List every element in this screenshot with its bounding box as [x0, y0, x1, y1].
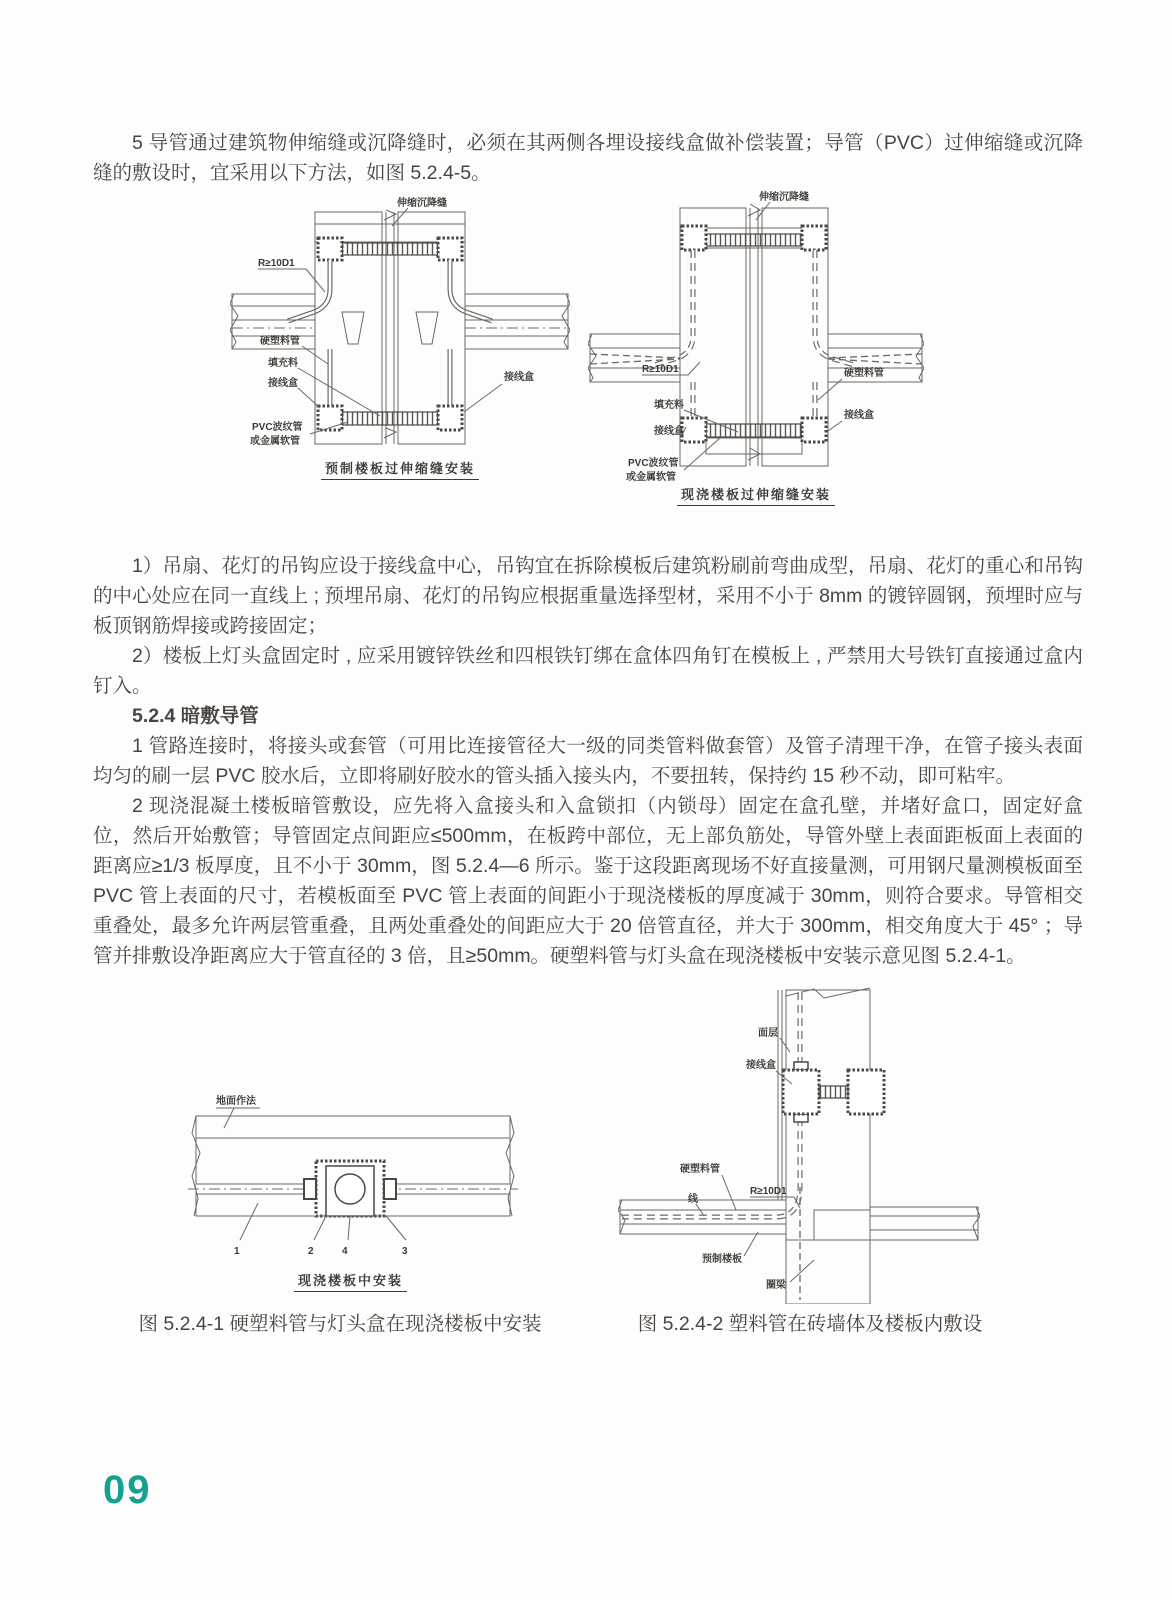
- label-precast-slab: 预制楼板: [702, 1254, 742, 1265]
- section-paragraph-2: 2 现浇混凝土楼板暗管敷设，应先将入盒接头和入盒锁扣（内锁母）固定在盒孔壁，并堵好盒口，固定好盒位，然后开始敷管；导管固定点间距应≤500mm，在板跨中部位，无上部负筋处，导管外壁上表面距板面上表面的距离应≥1/3 板厚度，且不小于 30mm，图 5.2.4—6 所示。鉴于这段距离现场不好直接量测，可用钢尺量测模板面至 PVC 管上表面的尺寸，若模板面至 PVC 管上表面的间距小于现浇楼板的厚度减于 30mm，则符合要求。导管相交重叠处，最多允许两层管重叠，且两处重叠处的间距应大于 20 倍管直径，并大于 300mm，相交角度大于 45° ；导管并排敷设净距离应大于管直径的 3 倍，且≥50mm。硬塑料管与灯头盒在现浇楼板中安装示意见图 5.2.4-1。: [93, 795, 1083, 967]
- section-heading: 5.2.4 暗敷导管: [132, 705, 259, 727]
- label-junction-box-left: 接线盒: [268, 378, 298, 389]
- label-joint: 伸缩沉降缝: [759, 192, 809, 203]
- section-paragraph-1: 1 管路连接时，将接头或套管（可用比连接管径大一级的同类管料做套管）及管子清理干净，在管子接头表面均匀的刷一层 PVC 胶水后，立即将刷好胶水的管头插入接头内，不要扭转，保持约 15 秒不动，即可粘牢。: [93, 735, 1083, 787]
- label-filler: 填充料: [654, 400, 684, 411]
- label-rigid-pipe: 硬塑料管: [844, 368, 884, 379]
- label-wire: 线: [688, 1194, 698, 1205]
- label-junction-box-right: 接线盒: [504, 372, 534, 383]
- label-flex-pipe-1: PVC波纹管: [252, 422, 303, 433]
- label-junction-box: 接线盒: [746, 1060, 776, 1071]
- precast-joint-caption: 预制楼板过伸缩缝安装: [321, 458, 479, 480]
- figure-2-caption: 图 5.2.4-2 塑料管在砖墙体及楼板内敷设: [637, 1313, 983, 1335]
- figure-wall-conduit: [618, 972, 980, 1304]
- figure-slab-install: [178, 1058, 523, 1292]
- slab-install-caption: 现浇楼板中安装: [294, 1270, 407, 1292]
- figure-precast-joint: [230, 194, 570, 480]
- label-radius: R≥10D1: [642, 364, 679, 375]
- cast-joint-caption: 现浇楼板过伸缩缝安装: [677, 484, 835, 506]
- label-surface: 面层: [758, 1028, 778, 1039]
- cast-joint-drawing: [588, 186, 924, 482]
- label-filler: 填充料: [268, 358, 298, 369]
- figure-1-caption: 图 5.2.4-1 硬塑料管与灯头盒在现浇楼板中安装: [138, 1313, 542, 1335]
- callout-4: 4: [342, 1246, 348, 1257]
- callout-3: 3: [402, 1246, 408, 1257]
- list-item-2: 2）楼板上灯头盒固定时 , 应采用镀锌铁丝和四根铁钉绑在盒体四角钉在模板上 , 严禁用大号铁钉直接通过盒内钉入。: [93, 645, 1083, 697]
- label-radius: R≥10D1: [750, 1186, 787, 1197]
- label-flex-pipe-1: PVC波纹管: [628, 458, 679, 469]
- wall-conduit-drawing: [618, 972, 980, 1304]
- precast-joint-drawing: [230, 194, 570, 456]
- intro-paragraph: [93, 128, 1083, 188]
- list-item-1: 1）吊扇、花灯的吊钩应设于接线盒中心，吊钩宜在拆除模板后建筑粉刷前弯曲成型，吊扇、花灯的重心和吊钩的中心处应在同一直线上 ; 预埋吊扇、花灯的吊钩应根据重量选择型材，采用不小于 8mm 的镀锌圆钢，预埋时应与板顶钢筋焊接或跨接固定；: [93, 555, 1083, 637]
- callout-1: 1: [234, 1246, 240, 1257]
- label-radius: R≥10D1: [258, 258, 295, 269]
- body-text-block: [93, 551, 1083, 971]
- figure-cast-joint: [588, 186, 924, 506]
- label-floor-finish: 地面作法: [216, 1096, 256, 1107]
- label-rigid-pipe: 硬塑料管: [260, 336, 300, 347]
- slab-install-drawing: [178, 1058, 523, 1268]
- label-joint: 伸缩沉降缝: [397, 198, 447, 209]
- label-flex-pipe-2: 或金属软管: [250, 436, 300, 447]
- label-rigid-pipe: 硬塑料管: [680, 1164, 720, 1175]
- callout-2: 2: [308, 1246, 314, 1257]
- label-flex-pipe-2: 或金属软管: [626, 472, 676, 482]
- label-junction-box-left: 接线盒: [654, 426, 684, 437]
- page-number: 09: [103, 1468, 152, 1512]
- label-junction-box-right: 接线盒: [844, 410, 874, 421]
- label-ring-beam: 圈梁: [766, 1280, 786, 1291]
- intro-text: 5 导管通过建筑物伸缩缝或沉降缝时，必须在其两侧各埋设接线盒做补偿装置；导管（PVC）过伸缩缝或沉降缝的敷设时，宜采用以下方法，如图 5.2.4-5。: [93, 132, 1083, 184]
